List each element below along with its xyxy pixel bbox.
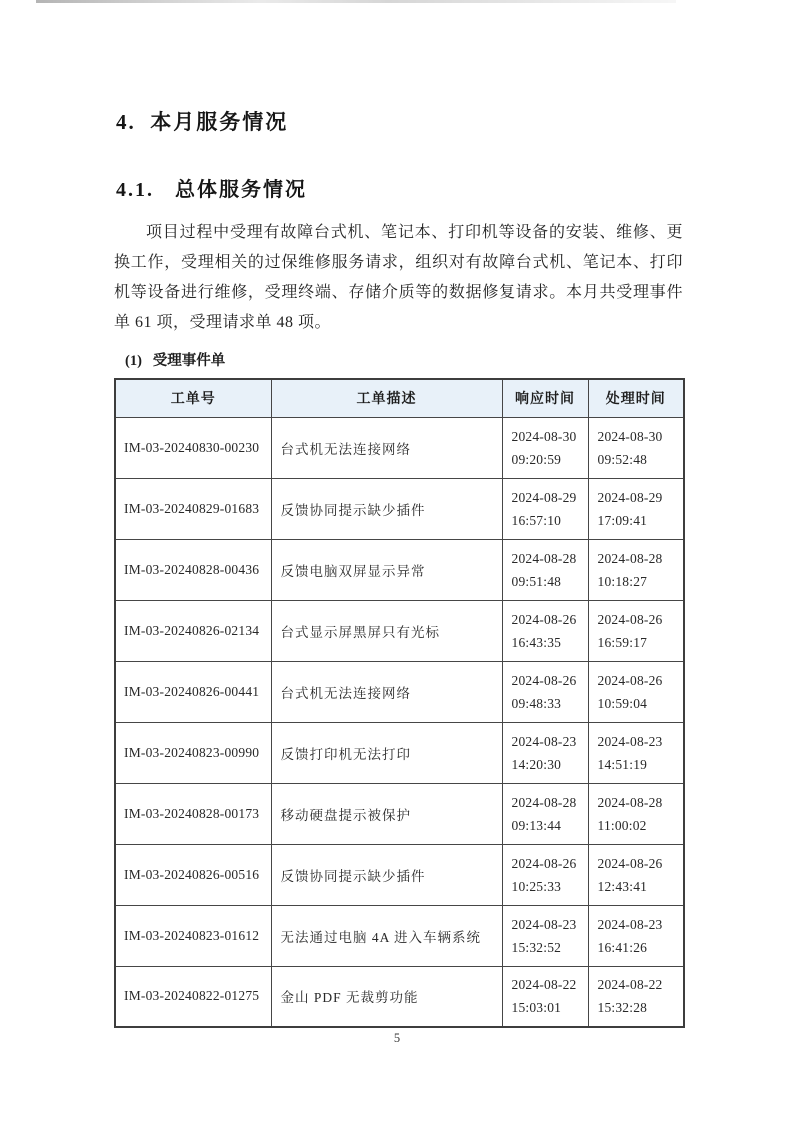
- process-time-cell: [588, 600, 684, 661]
- ticket-description-cell: 反馈电脑双屏显示异常: [271, 539, 502, 600]
- process-date: 2024-08-22: [597, 977, 663, 993]
- process-time: 12:43:41: [597, 878, 648, 894]
- response-date: 2024-08-28: [511, 794, 577, 810]
- table-caption: (1) 受理事件单: [125, 353, 226, 369]
- process-time-cell: [588, 661, 684, 722]
- response-date: 2024-08-26: [511, 672, 577, 688]
- page-number: 5: [393, 1031, 401, 1045]
- response-time-cell: [502, 661, 588, 722]
- process-time: 10:18:27: [597, 573, 648, 589]
- response-date: 2024-08-23: [511, 733, 577, 749]
- table-row: [115, 966, 684, 1027]
- section-heading: 4. 本月服务情况: [116, 110, 289, 134]
- subsection-heading: 4.1. 总体服务情况: [116, 179, 307, 201]
- ticket-id-cell: IM-03-20240826-00441: [115, 661, 271, 722]
- process-date: 2024-08-26: [597, 672, 663, 688]
- process-time: 10:59:04: [597, 695, 648, 711]
- table-row: [115, 478, 684, 539]
- process-time-cell: [588, 966, 684, 1027]
- response-time: 09:13:44: [511, 817, 562, 833]
- ticket-description-cell: 无法通过电脑 4A 进入车辆系统: [271, 905, 502, 966]
- process-date: 2024-08-30: [597, 428, 663, 444]
- response-time-cell: [502, 478, 588, 539]
- process-time: 14:51:19: [597, 756, 648, 772]
- process-time: 16:41:26: [597, 939, 648, 955]
- ticket-id-cell: IM-03-20240826-00516: [115, 844, 271, 905]
- response-time-cell: [502, 966, 588, 1027]
- ticket-id-cell: IM-03-20240828-00173: [115, 783, 271, 844]
- ticket-id-cell: IM-03-20240829-01683: [115, 478, 271, 539]
- ticket-id-cell: IM-03-20240826-02134: [115, 600, 271, 661]
- ticket-description-cell: 反馈协同提示缺少插件: [271, 844, 502, 905]
- response-date: 2024-08-28: [511, 550, 577, 566]
- table-row: [115, 661, 684, 722]
- ticket-id-cell: IM-03-20240823-01612: [115, 905, 271, 966]
- process-time-cell: [588, 417, 684, 478]
- response-time-cell: [502, 905, 588, 966]
- response-date: 2024-08-23: [511, 916, 577, 932]
- process-time-cell: [588, 478, 684, 539]
- incident-table: [114, 378, 685, 1028]
- ticket-description-cell: 反馈协同提示缺少插件: [271, 478, 502, 539]
- response-time: 10:25:33: [511, 878, 562, 894]
- table-row: [115, 722, 684, 783]
- ticket-id-cell: IM-03-20240822-01275: [115, 966, 271, 1027]
- response-time: 15:03:01: [511, 1000, 562, 1016]
- response-date: 2024-08-26: [511, 611, 577, 627]
- ticket-description-cell: 台式机无法连接网络: [271, 661, 502, 722]
- response-time-cell: [502, 844, 588, 905]
- incident-table-header: [115, 379, 684, 417]
- response-time: 09:20:59: [511, 451, 562, 467]
- body-paragraph: 项目过程中受理有故障台式机、笔记本、打印机等设备的安装、维修、更换工作，受理相关的过保维修服务请求，组织对有故障台式机、笔记本、打印机等设备进行维修，受理终端、存储介质等的数据修复请求。本月共受理事件单 61 项，受理请求单 48 项。: [114, 224, 683, 331]
- response-time: 16:57:10: [511, 512, 562, 528]
- process-time-cell: [588, 539, 684, 600]
- response-time-cell: [502, 722, 588, 783]
- ticket-id-cell: IM-03-20240830-00230: [115, 417, 271, 478]
- process-time: 09:52:48: [597, 451, 648, 467]
- response-time-cell: [502, 417, 588, 478]
- process-date: 2024-08-26: [597, 611, 663, 627]
- response-time: 15:32:52: [511, 939, 562, 955]
- process-time: 17:09:41: [597, 512, 648, 528]
- column-header-ticket-id: 工单号: [115, 379, 271, 417]
- process-time-cell: [588, 905, 684, 966]
- process-date: 2024-08-28: [597, 550, 663, 566]
- column-header-response-time: 响应时间: [502, 379, 588, 417]
- process-date: 2024-08-23: [597, 733, 663, 749]
- process-time: 15:32:28: [597, 1000, 648, 1016]
- table-row: [115, 905, 684, 966]
- incident-table-body: [115, 417, 684, 1027]
- table-header-row: [115, 379, 684, 417]
- table-row: [115, 600, 684, 661]
- response-date: 2024-08-22: [511, 977, 577, 993]
- process-date: 2024-08-26: [597, 855, 663, 871]
- process-date: 2024-08-29: [597, 489, 663, 505]
- ticket-description-cell: 台式显示屏黑屏只有光标: [271, 600, 502, 661]
- response-date: 2024-08-30: [511, 428, 577, 444]
- response-time-cell: [502, 783, 588, 844]
- response-date: 2024-08-26: [511, 855, 577, 871]
- process-time-cell: [588, 844, 684, 905]
- response-time: 14:20:30: [511, 756, 562, 772]
- response-time-cell: [502, 600, 588, 661]
- page-content: [114, 0, 683, 1028]
- process-time-cell: [588, 722, 684, 783]
- process-time: 11:00:02: [597, 817, 647, 833]
- ticket-id-cell: IM-03-20240823-00990: [115, 722, 271, 783]
- table-row: [115, 783, 684, 844]
- column-header-description: 工单描述: [271, 379, 502, 417]
- process-time: 16:59:17: [597, 634, 648, 650]
- column-header-process-time: 处理时间: [588, 379, 684, 417]
- ticket-description-cell: 反馈打印机无法打印: [271, 722, 502, 783]
- response-time: 09:51:48: [511, 573, 562, 589]
- response-time: 09:48:33: [511, 695, 562, 711]
- table-row: [115, 417, 684, 478]
- ticket-id-cell: IM-03-20240828-00436: [115, 539, 271, 600]
- table-row: [115, 539, 684, 600]
- process-time-cell: [588, 783, 684, 844]
- ticket-description-cell: 台式机无法连接网络: [271, 417, 502, 478]
- response-time: 16:43:35: [511, 634, 562, 650]
- process-date: 2024-08-28: [597, 794, 663, 810]
- response-date: 2024-08-29: [511, 489, 577, 505]
- process-date: 2024-08-23: [597, 916, 663, 932]
- response-time-cell: [502, 539, 588, 600]
- ticket-description-cell: 金山 PDF 无裁剪功能: [271, 966, 502, 1027]
- ticket-description-cell: 移动硬盘提示被保护: [271, 783, 502, 844]
- table-row: [115, 844, 684, 905]
